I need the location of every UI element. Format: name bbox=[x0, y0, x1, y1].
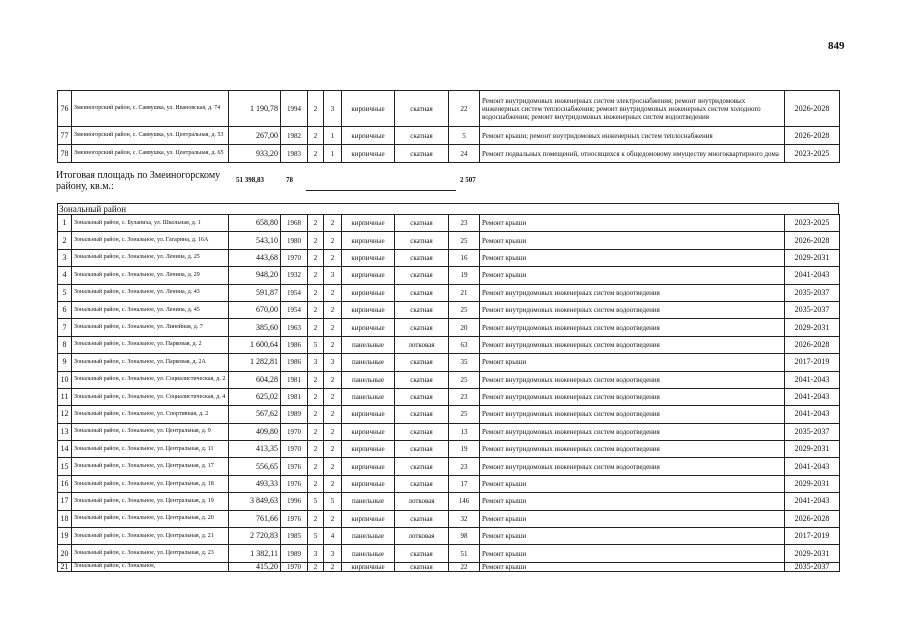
area-cell: 3 849,63 bbox=[229, 493, 281, 510]
row-number: 1 bbox=[58, 215, 72, 232]
roof-type-cell: скатная bbox=[395, 127, 449, 145]
floors-cell: 3 bbox=[308, 354, 324, 371]
apartments-cell: 25 bbox=[449, 232, 480, 249]
address-cell: Зональный район, с. Зональное, ул. Ленина, д. 45 bbox=[72, 301, 229, 318]
period-cell: 2026-2028 bbox=[785, 127, 840, 145]
work-type-cell: Ремонт крыши bbox=[480, 249, 785, 266]
roof-type-cell: скатная bbox=[395, 406, 449, 423]
area-cell: 761,66 bbox=[229, 510, 281, 527]
wall-material-cell: панельные bbox=[342, 354, 395, 371]
address-cell: Зональный район, с. Зональное, ул. Социалистическая, д. 2 bbox=[72, 371, 229, 388]
wall-material-cell: панельные bbox=[342, 388, 395, 405]
wall-material-cell: кирпичные bbox=[342, 423, 395, 440]
apartments-cell: 25 bbox=[449, 301, 480, 318]
year-cell: 1985 bbox=[281, 528, 308, 545]
area-cell: 591,87 bbox=[229, 284, 281, 301]
work-type-cell: Ремонт внутридомовых инженерных систем водоотведения bbox=[480, 301, 785, 318]
period-cell: 2041-2043 bbox=[785, 406, 840, 423]
work-type-cell: Ремонт крыши bbox=[480, 545, 785, 562]
period-cell: 2029-2031 bbox=[785, 249, 840, 266]
year-cell: 1989 bbox=[281, 406, 308, 423]
entrances-cell: 2 bbox=[324, 388, 342, 405]
year-cell: 1963 bbox=[281, 319, 308, 336]
roof-type-cell: скатная bbox=[395, 441, 449, 458]
wall-material-cell: кирпичные bbox=[342, 562, 395, 571]
row-number: 21 bbox=[58, 562, 72, 571]
wall-material-cell: кирпичные bbox=[342, 475, 395, 492]
roof-type-cell: скатная bbox=[395, 510, 449, 527]
roof-type-cell: скатная bbox=[395, 562, 449, 571]
period-cell: 2035-2037 bbox=[785, 301, 840, 318]
roof-type-cell: скатная bbox=[395, 284, 449, 301]
address-cell: Зональный район, с. Зональное, ул. Центральная, д. 11 bbox=[72, 441, 229, 458]
address-cell: Зональный район, с. Зональное, ул. Центральная, д. 18 bbox=[72, 475, 229, 492]
floors-cell: 2 bbox=[308, 562, 324, 571]
year-cell: 1954 bbox=[281, 301, 308, 318]
total-count: 78 bbox=[286, 176, 293, 184]
year-cell: 1980 bbox=[281, 232, 308, 249]
year-cell: 1981 bbox=[281, 371, 308, 388]
row-number: 20 bbox=[58, 545, 72, 562]
wall-material-cell: кирпичные bbox=[342, 441, 395, 458]
work-type-cell: Ремонт внутридомовых инженерных систем водоотведения bbox=[480, 388, 785, 405]
area-cell: 567,62 bbox=[229, 406, 281, 423]
work-type-cell: Ремонт крыши bbox=[480, 475, 785, 492]
table-row bbox=[58, 458, 840, 475]
area-cell: 413,35 bbox=[229, 441, 281, 458]
area-cell: 933,20 bbox=[229, 145, 281, 163]
year-cell: 1983 bbox=[281, 145, 308, 163]
table-row bbox=[58, 406, 840, 423]
roof-type-cell: скатная bbox=[395, 301, 449, 318]
apartments-cell: 51 bbox=[449, 545, 480, 562]
apartments-cell: 19 bbox=[449, 267, 480, 284]
district-table bbox=[57, 214, 840, 572]
entrances-cell: 2 bbox=[324, 336, 342, 353]
address-cell: Зональный район, с. Зональное, ул. Парковая, д. 2 bbox=[72, 336, 229, 353]
period-cell: 2035-2037 bbox=[785, 562, 840, 571]
row-number: 77 bbox=[58, 127, 72, 145]
table-row bbox=[58, 371, 840, 388]
work-type-cell: Ремонт крыши bbox=[480, 510, 785, 527]
table-row bbox=[58, 284, 840, 301]
entrances-cell: 2 bbox=[324, 249, 342, 266]
table-row bbox=[58, 232, 840, 249]
roof-type-cell: скатная bbox=[395, 267, 449, 284]
address-cell: Зональный район, с. Зональное, ул. Центральная, д. 9 bbox=[72, 423, 229, 440]
year-cell: 1986 bbox=[281, 354, 308, 371]
table-row bbox=[58, 510, 840, 527]
table-row bbox=[58, 528, 840, 545]
apartments-cell: 25 bbox=[449, 371, 480, 388]
apartments-cell: 32 bbox=[449, 510, 480, 527]
work-type-cell: Ремонт внутридомовых инженерных систем водоотведения bbox=[480, 406, 785, 423]
address-cell: Зональный район, с. Зональное, ул. Центральная, д. 21 bbox=[72, 528, 229, 545]
entrances-cell: 2 bbox=[324, 284, 342, 301]
table-row bbox=[58, 249, 840, 266]
year-cell: 1970 bbox=[281, 423, 308, 440]
period-cell: 2026-2028 bbox=[785, 336, 840, 353]
floors-cell: 2 bbox=[308, 388, 324, 405]
row-number: 17 bbox=[58, 493, 72, 510]
area-cell: 1 190,78 bbox=[229, 91, 281, 127]
area-cell: 415,20 bbox=[229, 562, 281, 571]
floors-cell: 2 bbox=[308, 145, 324, 163]
area-cell: 658,80 bbox=[229, 215, 281, 232]
apartments-cell: 98 bbox=[449, 528, 480, 545]
entrances-cell: 2 bbox=[324, 319, 342, 336]
period-cell: 2017-2019 bbox=[785, 528, 840, 545]
wall-material-cell: панельные bbox=[342, 371, 395, 388]
year-cell: 1954 bbox=[281, 284, 308, 301]
floors-cell: 2 bbox=[308, 127, 324, 145]
entrances-cell: 2 bbox=[324, 423, 342, 440]
entrances-cell: 2 bbox=[324, 406, 342, 423]
wall-material-cell: кирпичные bbox=[342, 406, 395, 423]
apartments-cell: 5 bbox=[449, 127, 480, 145]
entrances-cell: 5 bbox=[324, 493, 342, 510]
work-type-cell: Ремонт крыши bbox=[480, 562, 785, 571]
row-number: 10 bbox=[58, 371, 72, 388]
area-cell: 2 720,83 bbox=[229, 528, 281, 545]
table-row bbox=[58, 562, 840, 571]
year-cell: 1970 bbox=[281, 249, 308, 266]
row-number: 8 bbox=[58, 336, 72, 353]
row-number: 16 bbox=[58, 475, 72, 492]
table-row bbox=[58, 388, 840, 405]
address-cell: Зональный район, с. Зональное, ул. Ленина, д. 25 bbox=[72, 249, 229, 266]
area-cell: 604,28 bbox=[229, 371, 281, 388]
floors-cell: 5 bbox=[308, 493, 324, 510]
year-cell: 1986 bbox=[281, 336, 308, 353]
entrances-cell: 2 bbox=[324, 232, 342, 249]
area-cell: 443,68 bbox=[229, 249, 281, 266]
work-type-cell: Ремонт крыши bbox=[480, 354, 785, 371]
row-number: 76 bbox=[58, 91, 72, 127]
address-cell: Зональный район, с. Зональное, ул. Социалистическая, д. 4 bbox=[72, 388, 229, 405]
entrances-cell: 2 bbox=[324, 458, 342, 475]
address-cell: Зональный район, с. Зональное, bbox=[72, 562, 229, 571]
year-cell: 1996 bbox=[281, 493, 308, 510]
address-cell: Зональный район, с. Зональное, ул. Парковая, д. 2А bbox=[72, 354, 229, 371]
row-number: 14 bbox=[58, 441, 72, 458]
year-cell: 1989 bbox=[281, 545, 308, 562]
apartments-cell: 20 bbox=[449, 319, 480, 336]
roof-type-cell: лотковая bbox=[395, 493, 449, 510]
period-cell: 2035-2037 bbox=[785, 423, 840, 440]
apartments-cell: 146 bbox=[449, 493, 480, 510]
address-cell: Зональный район, с. Зональное, ул. Спортивная, д. 2 bbox=[72, 406, 229, 423]
entrances-cell: 1 bbox=[324, 127, 342, 145]
page-number: 849 bbox=[828, 40, 845, 52]
floors-cell: 2 bbox=[308, 458, 324, 475]
apartments-cell: 22 bbox=[449, 562, 480, 571]
roof-type-cell: скатная bbox=[395, 475, 449, 492]
period-cell: 2017-2019 bbox=[785, 354, 840, 371]
address-cell: Зональный район, с. Зональное, ул. Центральная, д. 19 bbox=[72, 493, 229, 510]
address-cell: Зональный район, с. Зональное, ул. Линейная, д. 7 bbox=[72, 319, 229, 336]
entrances-cell: 2 bbox=[324, 441, 342, 458]
table-row bbox=[58, 423, 840, 440]
apartments-cell: 21 bbox=[449, 284, 480, 301]
row-number: 7 bbox=[58, 319, 72, 336]
wall-material-cell: кирпичные bbox=[342, 458, 395, 475]
top-table bbox=[57, 90, 840, 163]
roof-type-cell: скатная bbox=[395, 423, 449, 440]
wall-material-cell: кирпичные bbox=[342, 319, 395, 336]
year-cell: 1968 bbox=[281, 215, 308, 232]
apartments-cell: 23 bbox=[449, 215, 480, 232]
period-cell: 2029-2031 bbox=[785, 441, 840, 458]
entrances-cell: 2 bbox=[324, 510, 342, 527]
apartments-cell: 16 bbox=[449, 249, 480, 266]
table-row bbox=[58, 475, 840, 492]
entrances-cell: 2 bbox=[324, 301, 342, 318]
address-cell: Зональный район, с. Зональное, ул. Центральная, д. 17 bbox=[72, 458, 229, 475]
area-cell: 670,00 bbox=[229, 301, 281, 318]
row-number: 15 bbox=[58, 458, 72, 475]
period-cell: 2041-2043 bbox=[785, 371, 840, 388]
area-cell: 385,60 bbox=[229, 319, 281, 336]
table-row bbox=[58, 319, 840, 336]
wall-material-cell: кирпичные bbox=[342, 127, 395, 145]
roof-type-cell: скатная bbox=[395, 545, 449, 562]
total-sum: 2 507 bbox=[460, 176, 476, 184]
floors-cell: 2 bbox=[308, 91, 324, 127]
table-row bbox=[58, 301, 840, 318]
address-cell: Зональный район, с. Зональное, ул. Гагарина, д. 16А bbox=[72, 232, 229, 249]
address-cell: Зональный район, с. Буланиха, ул. Школьная, д. 1 bbox=[72, 215, 229, 232]
area-cell: 1 282,81 bbox=[229, 354, 281, 371]
period-cell: 2029-2031 bbox=[785, 319, 840, 336]
floors-cell: 5 bbox=[308, 528, 324, 545]
entrances-cell: 3 bbox=[324, 545, 342, 562]
wall-material-cell: кирпичные bbox=[342, 284, 395, 301]
table-row bbox=[58, 441, 840, 458]
roof-type-cell: скатная bbox=[395, 458, 449, 475]
floors-cell: 2 bbox=[308, 232, 324, 249]
roof-type-cell: скатная bbox=[395, 249, 449, 266]
work-type-cell: Ремонт внутридомовых инженерных систем водоотведения bbox=[480, 284, 785, 301]
wall-material-cell: панельные bbox=[342, 493, 395, 510]
work-type-cell: Ремонт внутридомовых инженерных систем водоотведения bbox=[480, 336, 785, 353]
wall-material-cell: кирпичные bbox=[342, 510, 395, 527]
floors-cell: 2 bbox=[308, 319, 324, 336]
wall-material-cell: кирпичные bbox=[342, 301, 395, 318]
address-cell: Зональный район, с. Зональное, ул. Центральная, д. 20 bbox=[72, 510, 229, 527]
table-row bbox=[58, 493, 840, 510]
work-type-cell: Ремонт крыши bbox=[480, 493, 785, 510]
entrances-cell: 2 bbox=[324, 215, 342, 232]
apartments-cell: 22 bbox=[449, 91, 480, 127]
period-cell: 2029-2031 bbox=[785, 545, 840, 562]
area-cell: 267,00 bbox=[229, 127, 281, 145]
roof-type-cell: скатная bbox=[395, 388, 449, 405]
entrances-cell: 3 bbox=[324, 91, 342, 127]
wall-material-cell: кирпичные bbox=[342, 145, 395, 163]
roof-type-cell: скатная bbox=[395, 354, 449, 371]
apartments-cell: 13 bbox=[449, 423, 480, 440]
period-cell: 2026-2028 bbox=[785, 232, 840, 249]
floors-cell: 5 bbox=[308, 336, 324, 353]
entrances-cell: 3 bbox=[324, 354, 342, 371]
table-row bbox=[58, 215, 840, 232]
row-number: 5 bbox=[58, 284, 72, 301]
wall-material-cell: кирпичные bbox=[342, 232, 395, 249]
roof-type-cell: скатная bbox=[395, 371, 449, 388]
period-cell: 2041-2043 bbox=[785, 267, 840, 284]
floors-cell: 2 bbox=[308, 423, 324, 440]
work-type-cell: Ремонт внутридомовых инженерных систем водоотведения bbox=[480, 441, 785, 458]
work-type-cell: Ремонт крыши bbox=[480, 232, 785, 249]
area-cell: 493,33 bbox=[229, 475, 281, 492]
row-number: 11 bbox=[58, 388, 72, 405]
table-row bbox=[58, 354, 840, 371]
area-cell: 625,02 bbox=[229, 388, 281, 405]
floors-cell: 2 bbox=[308, 249, 324, 266]
work-type-cell: Ремонт внутридомовых инженерных систем водоотведения bbox=[480, 423, 785, 440]
roof-type-cell: скатная bbox=[395, 145, 449, 163]
wall-material-cell: кирпичные bbox=[342, 249, 395, 266]
work-type-cell: Ремонт внутридомовых инженерных систем водоотведения bbox=[480, 371, 785, 388]
year-cell: 1932 bbox=[281, 267, 308, 284]
entrances-cell: 4 bbox=[324, 528, 342, 545]
work-type-cell: Ремонт крыши; ремонт внутридомовых инженерных систем теплоснабжения bbox=[480, 127, 785, 145]
table-row bbox=[58, 267, 840, 284]
entrances-cell: 2 bbox=[324, 562, 342, 571]
area-cell: 409,80 bbox=[229, 423, 281, 440]
floors-cell: 2 bbox=[308, 406, 324, 423]
floors-cell: 2 bbox=[308, 267, 324, 284]
row-number: 2 bbox=[58, 232, 72, 249]
table-row bbox=[58, 336, 840, 353]
row-number: 13 bbox=[58, 423, 72, 440]
total-underline bbox=[306, 190, 456, 191]
year-cell: 1970 bbox=[281, 441, 308, 458]
total-label: Итоговая площадь по Змеиногорскому району, кв.м.: bbox=[56, 170, 221, 192]
work-type-cell: Ремонт крыши bbox=[480, 528, 785, 545]
row-number: 3 bbox=[58, 249, 72, 266]
row-number: 6 bbox=[58, 301, 72, 318]
roof-type-cell: скатная bbox=[395, 232, 449, 249]
address-cell: Зональный район, с. Зональное, ул. Ленина, д. 43 bbox=[72, 284, 229, 301]
year-cell: 1976 bbox=[281, 458, 308, 475]
apartments-cell: 23 bbox=[449, 388, 480, 405]
wall-material-cell: панельные bbox=[342, 336, 395, 353]
entrances-cell: 2 bbox=[324, 371, 342, 388]
section-title: Зональный район bbox=[57, 203, 839, 214]
total-area: 51 398,83 bbox=[236, 176, 264, 184]
floors-cell: 2 bbox=[308, 301, 324, 318]
area-cell: 1 600,64 bbox=[229, 336, 281, 353]
period-cell: 2026-2028 bbox=[785, 91, 840, 127]
period-cell: 2029-2031 bbox=[785, 475, 840, 492]
year-cell: 1994 bbox=[281, 91, 308, 127]
work-type-cell: Ремонт крыши bbox=[480, 215, 785, 232]
work-type-cell: Ремонт крыши bbox=[480, 267, 785, 284]
apartments-cell: 17 bbox=[449, 475, 480, 492]
table-row bbox=[58, 127, 840, 145]
roof-type-cell: скатная bbox=[395, 319, 449, 336]
table-row bbox=[58, 545, 840, 562]
apartments-cell: 23 bbox=[449, 458, 480, 475]
entrances-cell: 2 bbox=[324, 475, 342, 492]
apartments-cell: 24 bbox=[449, 145, 480, 163]
area-cell: 543,10 bbox=[229, 232, 281, 249]
roof-type-cell: скатная bbox=[395, 91, 449, 127]
roof-type-cell: скатная bbox=[395, 215, 449, 232]
floors-cell: 2 bbox=[308, 371, 324, 388]
roof-type-cell: лотковая bbox=[395, 528, 449, 545]
wall-material-cell: кирпичные bbox=[342, 215, 395, 232]
address-cell: Змеиногорский район, с. Саввушка, ул. Центральная, д. 65 bbox=[72, 145, 229, 163]
period-cell: 2035-2037 bbox=[785, 284, 840, 301]
year-cell: 1970 bbox=[281, 562, 308, 571]
apartments-cell: 35 bbox=[449, 354, 480, 371]
work-type-cell: Ремонт внутридомовых инженерных систем водоотведения bbox=[480, 458, 785, 475]
floors-cell: 3 bbox=[308, 545, 324, 562]
wall-material-cell: кирпичные bbox=[342, 91, 395, 127]
apartments-cell: 19 bbox=[449, 441, 480, 458]
work-type-cell: Ремонт внутридомовых инженерных систем электроснабжения; ремонт внутридомовых инженерных систем теплоснабжения; ремонт внутридомовых инженерных систем холодного водоснабжения; ремонт внутридомовых инженерных систем водоотведения bbox=[480, 91, 785, 127]
period-cell: 2026-2028 bbox=[785, 510, 840, 527]
year-cell: 1976 bbox=[281, 510, 308, 527]
period-cell: 2023-2025 bbox=[785, 215, 840, 232]
wall-material-cell: панельные bbox=[342, 545, 395, 562]
year-cell: 1981 bbox=[281, 388, 308, 405]
apartments-cell: 63 bbox=[449, 336, 480, 353]
roof-type-cell: лотковая bbox=[395, 336, 449, 353]
period-cell: 2041-2043 bbox=[785, 493, 840, 510]
row-number: 9 bbox=[58, 354, 72, 371]
floors-cell: 2 bbox=[308, 284, 324, 301]
address-cell: Змеиногорский район, с. Саввушка, ул. Ивановская, д. 74 bbox=[72, 91, 229, 127]
row-number: 78 bbox=[58, 145, 72, 163]
period-cell: 2041-2043 bbox=[785, 388, 840, 405]
floors-cell: 2 bbox=[308, 441, 324, 458]
year-cell: 1976 bbox=[281, 475, 308, 492]
apartments-cell: 25 bbox=[449, 406, 480, 423]
floors-cell: 2 bbox=[308, 215, 324, 232]
entrances-cell: 3 bbox=[324, 267, 342, 284]
floors-cell: 2 bbox=[308, 475, 324, 492]
address-cell: Змеиногорский район, с. Саввушка, ул. Центральная, д. 53 bbox=[72, 127, 229, 145]
area-cell: 1 382,11 bbox=[229, 545, 281, 562]
table-row bbox=[58, 91, 840, 127]
work-type-cell: Ремонт подвальных помещений, относящихся к общедомовому имуществу многоквартирного дома bbox=[480, 145, 785, 163]
area-cell: 556,65 bbox=[229, 458, 281, 475]
row-number: 18 bbox=[58, 510, 72, 527]
area-cell: 948,20 bbox=[229, 267, 281, 284]
row-number: 12 bbox=[58, 406, 72, 423]
row-number: 19 bbox=[58, 528, 72, 545]
wall-material-cell: кирпичные bbox=[342, 267, 395, 284]
table-row bbox=[58, 145, 840, 163]
work-type-cell: Ремонт внутридомовых инженерных систем водоотведения bbox=[480, 319, 785, 336]
period-cell: 2041-2043 bbox=[785, 458, 840, 475]
address-cell: Зональный район, с. Зональное, ул. Центральная, д. 23 bbox=[72, 545, 229, 562]
year-cell: 1982 bbox=[281, 127, 308, 145]
entrances-cell: 1 bbox=[324, 145, 342, 163]
floors-cell: 2 bbox=[308, 510, 324, 527]
wall-material-cell: панельные bbox=[342, 528, 395, 545]
period-cell: 2023-2025 bbox=[785, 145, 840, 163]
address-cell: Зональный район, с. Зональное, ул. Ленина, д. 29 bbox=[72, 267, 229, 284]
row-number: 4 bbox=[58, 267, 72, 284]
